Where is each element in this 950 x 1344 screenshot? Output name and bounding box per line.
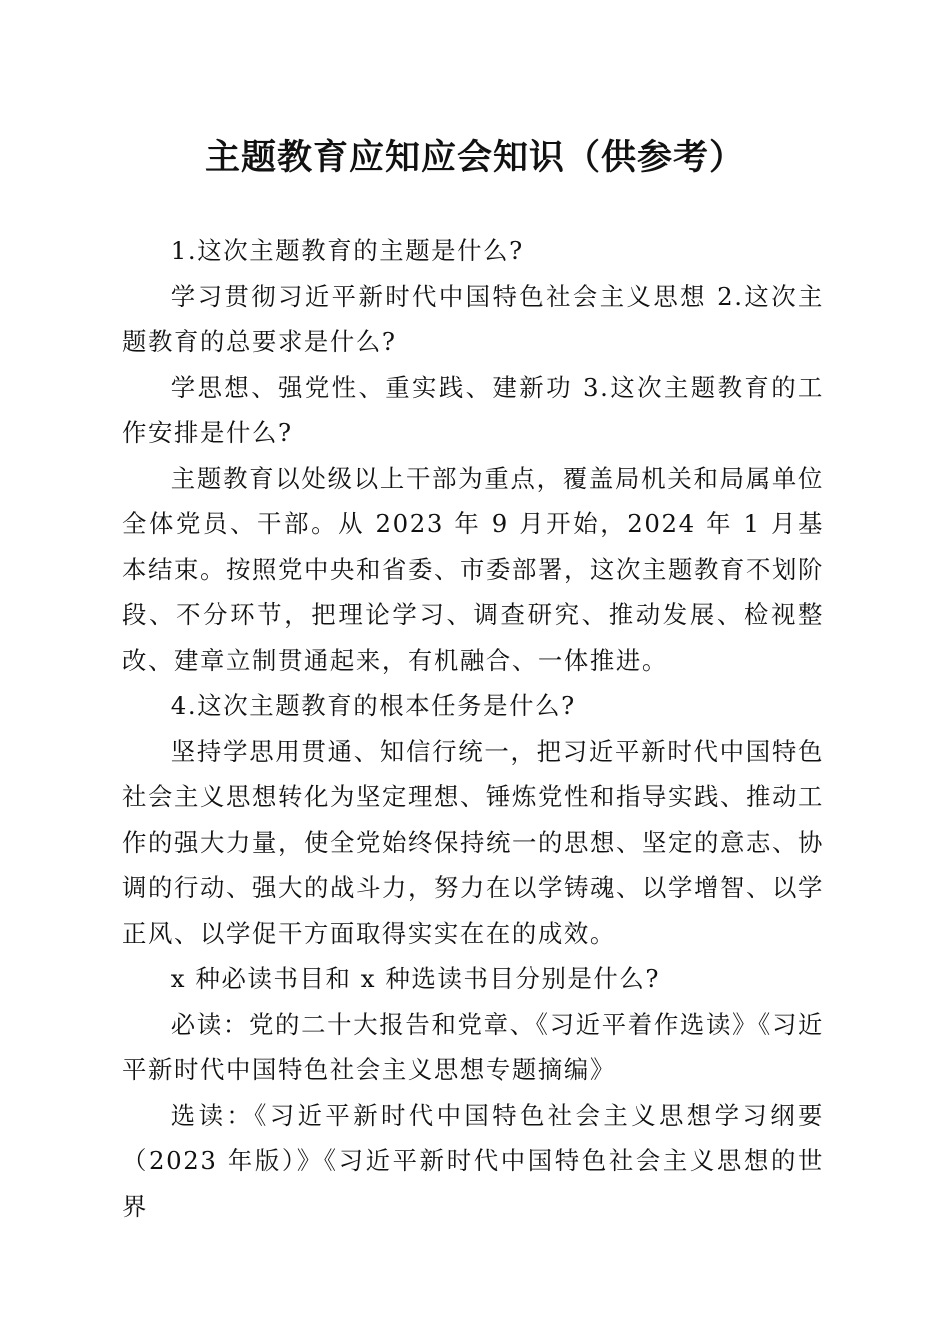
document-body (122, 228, 824, 1229)
paragraph-answer-2-question-3: 学思想、强党性、重实践、建新功 3.这次主题教育的工作安排是什么? (122, 372, 824, 447)
paragraph-question-1: 1.这次主题教育的主题是什么? (170, 236, 524, 265)
document-title: 主题教育应知应会知识（供参考） (204, 137, 745, 178)
paragraph-question-4: 4.这次主题教育的根本任务是什么? (170, 691, 576, 720)
paragraph-answer-3: 主题教育以处级以上干部为重点，覆盖局机关和局属单位全体党员、干部。从 2023 年 9 月开始，2024 年 1 月基本结束。按照党中央和省委、市委部署，这次主题教育不划阶段、不分环节，把理论学习、调查研究、推动发展、检视整改、建章立制贯通起来，有机融合、一体推进。 (122, 463, 824, 675)
paragraph-optional-reading: 选读：《习近平新时代中国特色社会主义思想学习纲要（2023 年版）》《习近平新时代中国特色社会主义思想的世界 (122, 1100, 824, 1221)
paragraph-answer-4: 坚持学思用贯通、知信行统一，把习近平新时代中国特色社会主义思想转化为坚定理想、锤炼党性和指导实践、推动工作的强大力量，使全党始终保持统一的思想、坚定的意志、协调的行动、强大的战斗力，努力在以学铸魂、以学增智、以学正风、以学促干方面取得实实在在的成效。 (122, 736, 824, 948)
paragraph-required-reading: 必读：党的二十大报告和党章、《习近平着作选读》《习近平新时代中国特色社会主义思想专题摘编》 (122, 1009, 824, 1084)
paragraph-question-books: x 种必读书目和 x 种选读书目分别是什么? (170, 964, 661, 993)
paragraph-answer-1-question-2: 学习贯彻习近平新时代中国特色社会主义思想 2.这次主题教育的总要求是什么? (122, 281, 824, 356)
